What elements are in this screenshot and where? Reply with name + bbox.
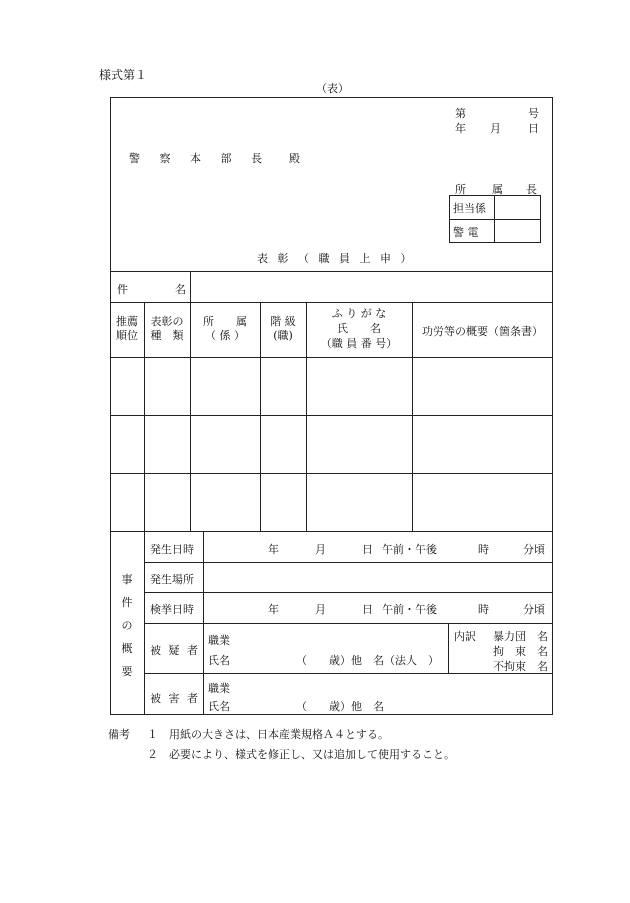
occurred-ampm: 午前・午後 (382, 543, 437, 556)
col-grade (260, 315, 306, 343)
occurred-month: 月 (315, 543, 326, 556)
contact-phone-label: 警 電 (453, 226, 479, 239)
col-merit: 功労等の概要（箇条書） (422, 325, 543, 338)
note-1-number: １ (147, 728, 158, 741)
breakdown-label: 内訳 (454, 630, 476, 643)
incident-label-2: 件 (121, 596, 133, 609)
col-award-type (144, 315, 190, 343)
col-name-staffno: （職 員 番 号） (320, 337, 398, 350)
suspect-label: 被 疑 者 (150, 644, 200, 657)
suspect-age: （ 歳）他 名（法人 ） (296, 654, 439, 667)
incident-label-4: 概 (121, 642, 133, 655)
incident-section-label (110, 568, 144, 683)
suspect-job-label: 職業 (208, 634, 230, 647)
col-rank (110, 315, 144, 343)
occurred-minute: 分頃 (523, 543, 545, 556)
col-grade-line2: (職) (273, 329, 293, 342)
col-award-line1: 表彰の (150, 315, 184, 328)
col-name-name: 氏 名 (337, 322, 381, 335)
col-grade-line1: 階 級 (270, 315, 296, 328)
col-award-line2: 種 類 (150, 329, 184, 342)
arrested-ampm: 午前・午後 (382, 603, 437, 616)
number-suffix: 号 (528, 107, 539, 120)
suspect-name-label: 氏名 (208, 654, 230, 667)
col-name-furigana: ふ り が な (331, 307, 387, 320)
note-2-number: ２ (147, 748, 158, 761)
affiliation-head-2: 属 (492, 183, 503, 196)
col-dept-line2: （ 係 ） (205, 329, 245, 342)
arrested-month: 月 (315, 603, 326, 616)
note-1-text: 用紙の大きさは、日本産業規格Ａ４とする。 (169, 728, 389, 741)
incident-label-5: 要 (121, 665, 133, 678)
incident-label-3: の (121, 619, 133, 632)
breakdown-detained: 拘 束 名 (493, 645, 548, 658)
incident-label-1: 事 (121, 573, 133, 586)
col-rank-line2: 順位 (116, 329, 138, 342)
date-year: 年 (455, 122, 466, 135)
arrested-year: 年 (268, 603, 279, 616)
date-month: 月 (490, 122, 501, 135)
form-title: 表 彰 （ 職 員 上 申 ） (257, 252, 412, 265)
col-rank-line1: 推薦 (116, 315, 138, 328)
affiliation-head-3: 長 (526, 183, 537, 196)
date-day: 日 (528, 122, 539, 135)
arrested-label: 検挙日時 (150, 603, 194, 616)
col-name (306, 306, 412, 351)
note-2-text: 必要により、様式を修正し、又は追加して使用すること。 (169, 748, 455, 761)
col-dept-line1: 所 属 (203, 315, 247, 328)
form-number: 様式第１ (99, 68, 148, 82)
victim-label: 被 害 者 (150, 692, 200, 705)
case-label-2: 名 (175, 283, 186, 296)
contact-person-label: 担当係 (453, 202, 486, 215)
victim-name-label: 氏名 (208, 700, 230, 713)
form-side-label: （表） (316, 82, 349, 95)
addressee: 警 察 本 部 長 (129, 152, 266, 165)
victim-age: （ 歳）他 名 (296, 700, 384, 713)
occurred-hour: 時 (478, 543, 489, 556)
breakdown-gang: 暴力団 名 (493, 630, 548, 643)
victim-job-label: 職業 (208, 682, 230, 695)
arrested-hour: 時 (478, 603, 489, 616)
notes-label: 備考 (108, 728, 130, 741)
arrested-minute: 分頃 (523, 603, 545, 616)
col-dept (190, 315, 260, 343)
occurred-label: 発生日時 (150, 543, 194, 556)
number-first: 第 (455, 107, 466, 120)
place-label: 発生場所 (150, 573, 194, 586)
breakdown-not-detained: 不拘束 名 (493, 660, 548, 673)
honorific: 殿 (289, 152, 300, 165)
occurred-year: 年 (268, 543, 279, 556)
case-label-1: 件 (117, 283, 128, 296)
occurred-day: 日 (362, 543, 373, 556)
affiliation-head-1: 所 (455, 183, 466, 196)
arrested-day: 日 (362, 603, 373, 616)
